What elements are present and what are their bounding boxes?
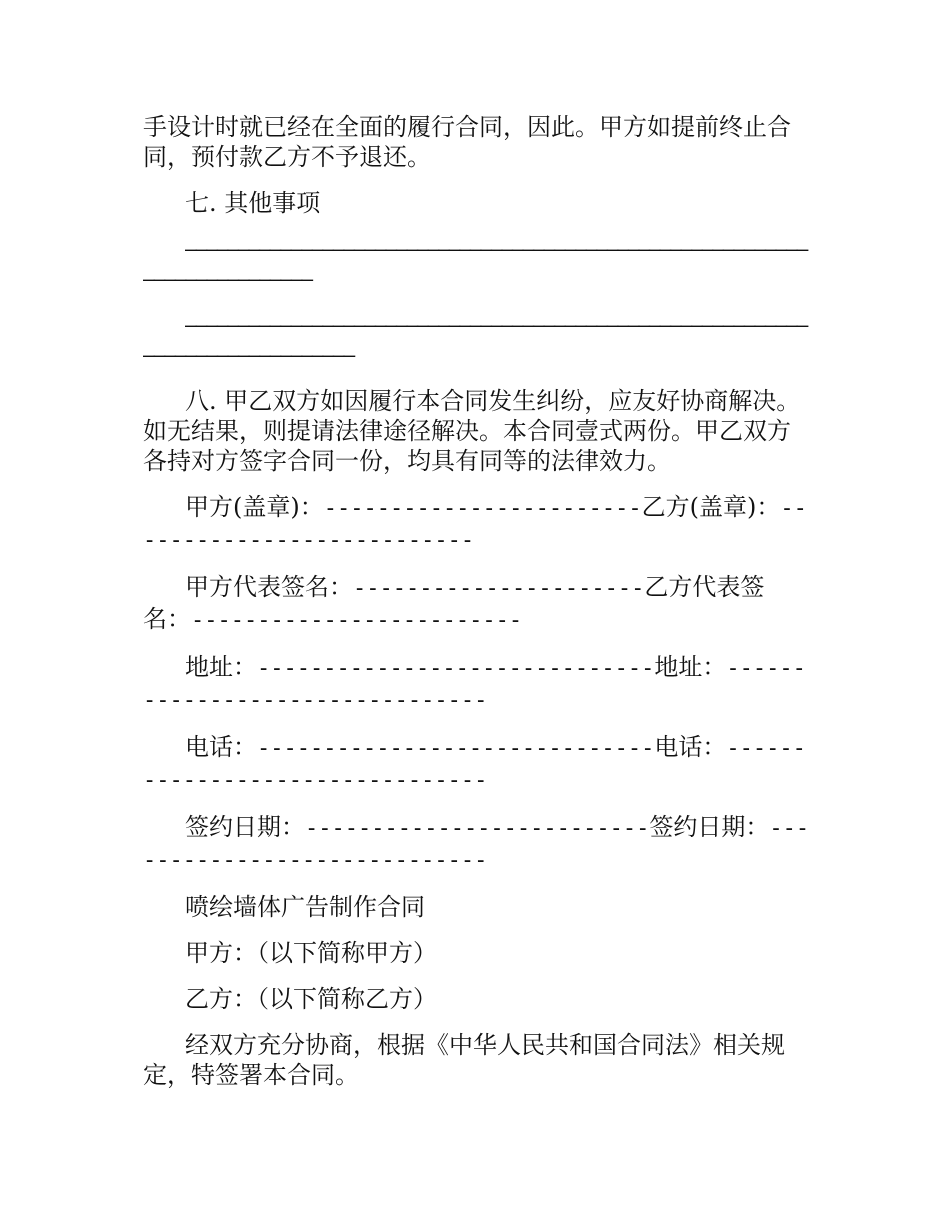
party-b-date-blank: ----------------------------- [143, 816, 810, 873]
party-b-rep-blank: ------------------------- [191, 608, 523, 633]
party-b-rep-label: 乙方代表签名： [143, 573, 765, 633]
party-a-phone-label: 电话： [185, 733, 257, 761]
party-a-seal-blank: ------------------------ [323, 496, 642, 521]
blank-fill-line-1: ——————————————————————————————————————————————————————————————————————————— [143, 237, 807, 291]
intro-paragraph: 手设计时就已经在全面的履行合同，因此。甲方如提前终止合同，预付款乙方不予退还。 [143, 113, 791, 171]
section-7-title: 七. 其他事项 [185, 189, 321, 217]
party-a-address-blank: ------------------------------ [257, 656, 655, 681]
party-a-seal-label: 甲方(盖章)： [185, 493, 324, 521]
party-a-rep-blank: ---------------------- [353, 576, 645, 601]
party-a-rep-label: 甲方代表签名： [185, 573, 353, 601]
party-a-date-label: 签约日期： [185, 813, 305, 841]
party-a-line: 甲方：（以下简称甲方） [185, 939, 437, 967]
blank-fill-line-2: ——————————————————————————————————————————————————————————————————————————————— [143, 313, 807, 367]
party-a-date-blank: -------------------------- [305, 816, 650, 841]
preamble-paragraph: 经双方充分协商，根据《中华人民共和国合同法》相关规定，特签署本合同。 [143, 1031, 785, 1089]
signature-address-line [143, 652, 811, 716]
document-body [143, 112, 811, 1106]
party-b-phone-blank: -------------------------------- [143, 736, 806, 793]
party-a-address-label: 地址： [185, 653, 257, 681]
party-a-phone-blank: ------------------------------ [257, 736, 655, 761]
party-b-address-blank: -------------------------------- [143, 656, 806, 713]
signature-seal-line [143, 492, 811, 556]
party-b-line: 乙方：（以下简称乙方） [185, 985, 437, 1013]
contract-title: 喷绘墙体广告制作合同 [185, 893, 425, 921]
signature-representative-line [143, 572, 811, 636]
party-b-address-label: 地址： [654, 653, 727, 681]
section-8-paragraph: 八. 甲乙双方如因履行本合同发生纠纷，应友好协商解决。如无结果，则提请法律途径解决。本合同壹式两份。甲乙双方各持对方签字合同一份，均具有同等的法律效力。 [143, 387, 801, 475]
party-b-seal-blank: --------------------------- [143, 496, 807, 553]
signature-date-line [143, 812, 811, 876]
signature-phone-line [143, 732, 811, 796]
party-b-phone-label: 电话： [654, 733, 727, 761]
party-b-seal-label: 乙方(盖章)： [641, 493, 781, 521]
party-b-date-label: 签约日期： [649, 813, 770, 841]
